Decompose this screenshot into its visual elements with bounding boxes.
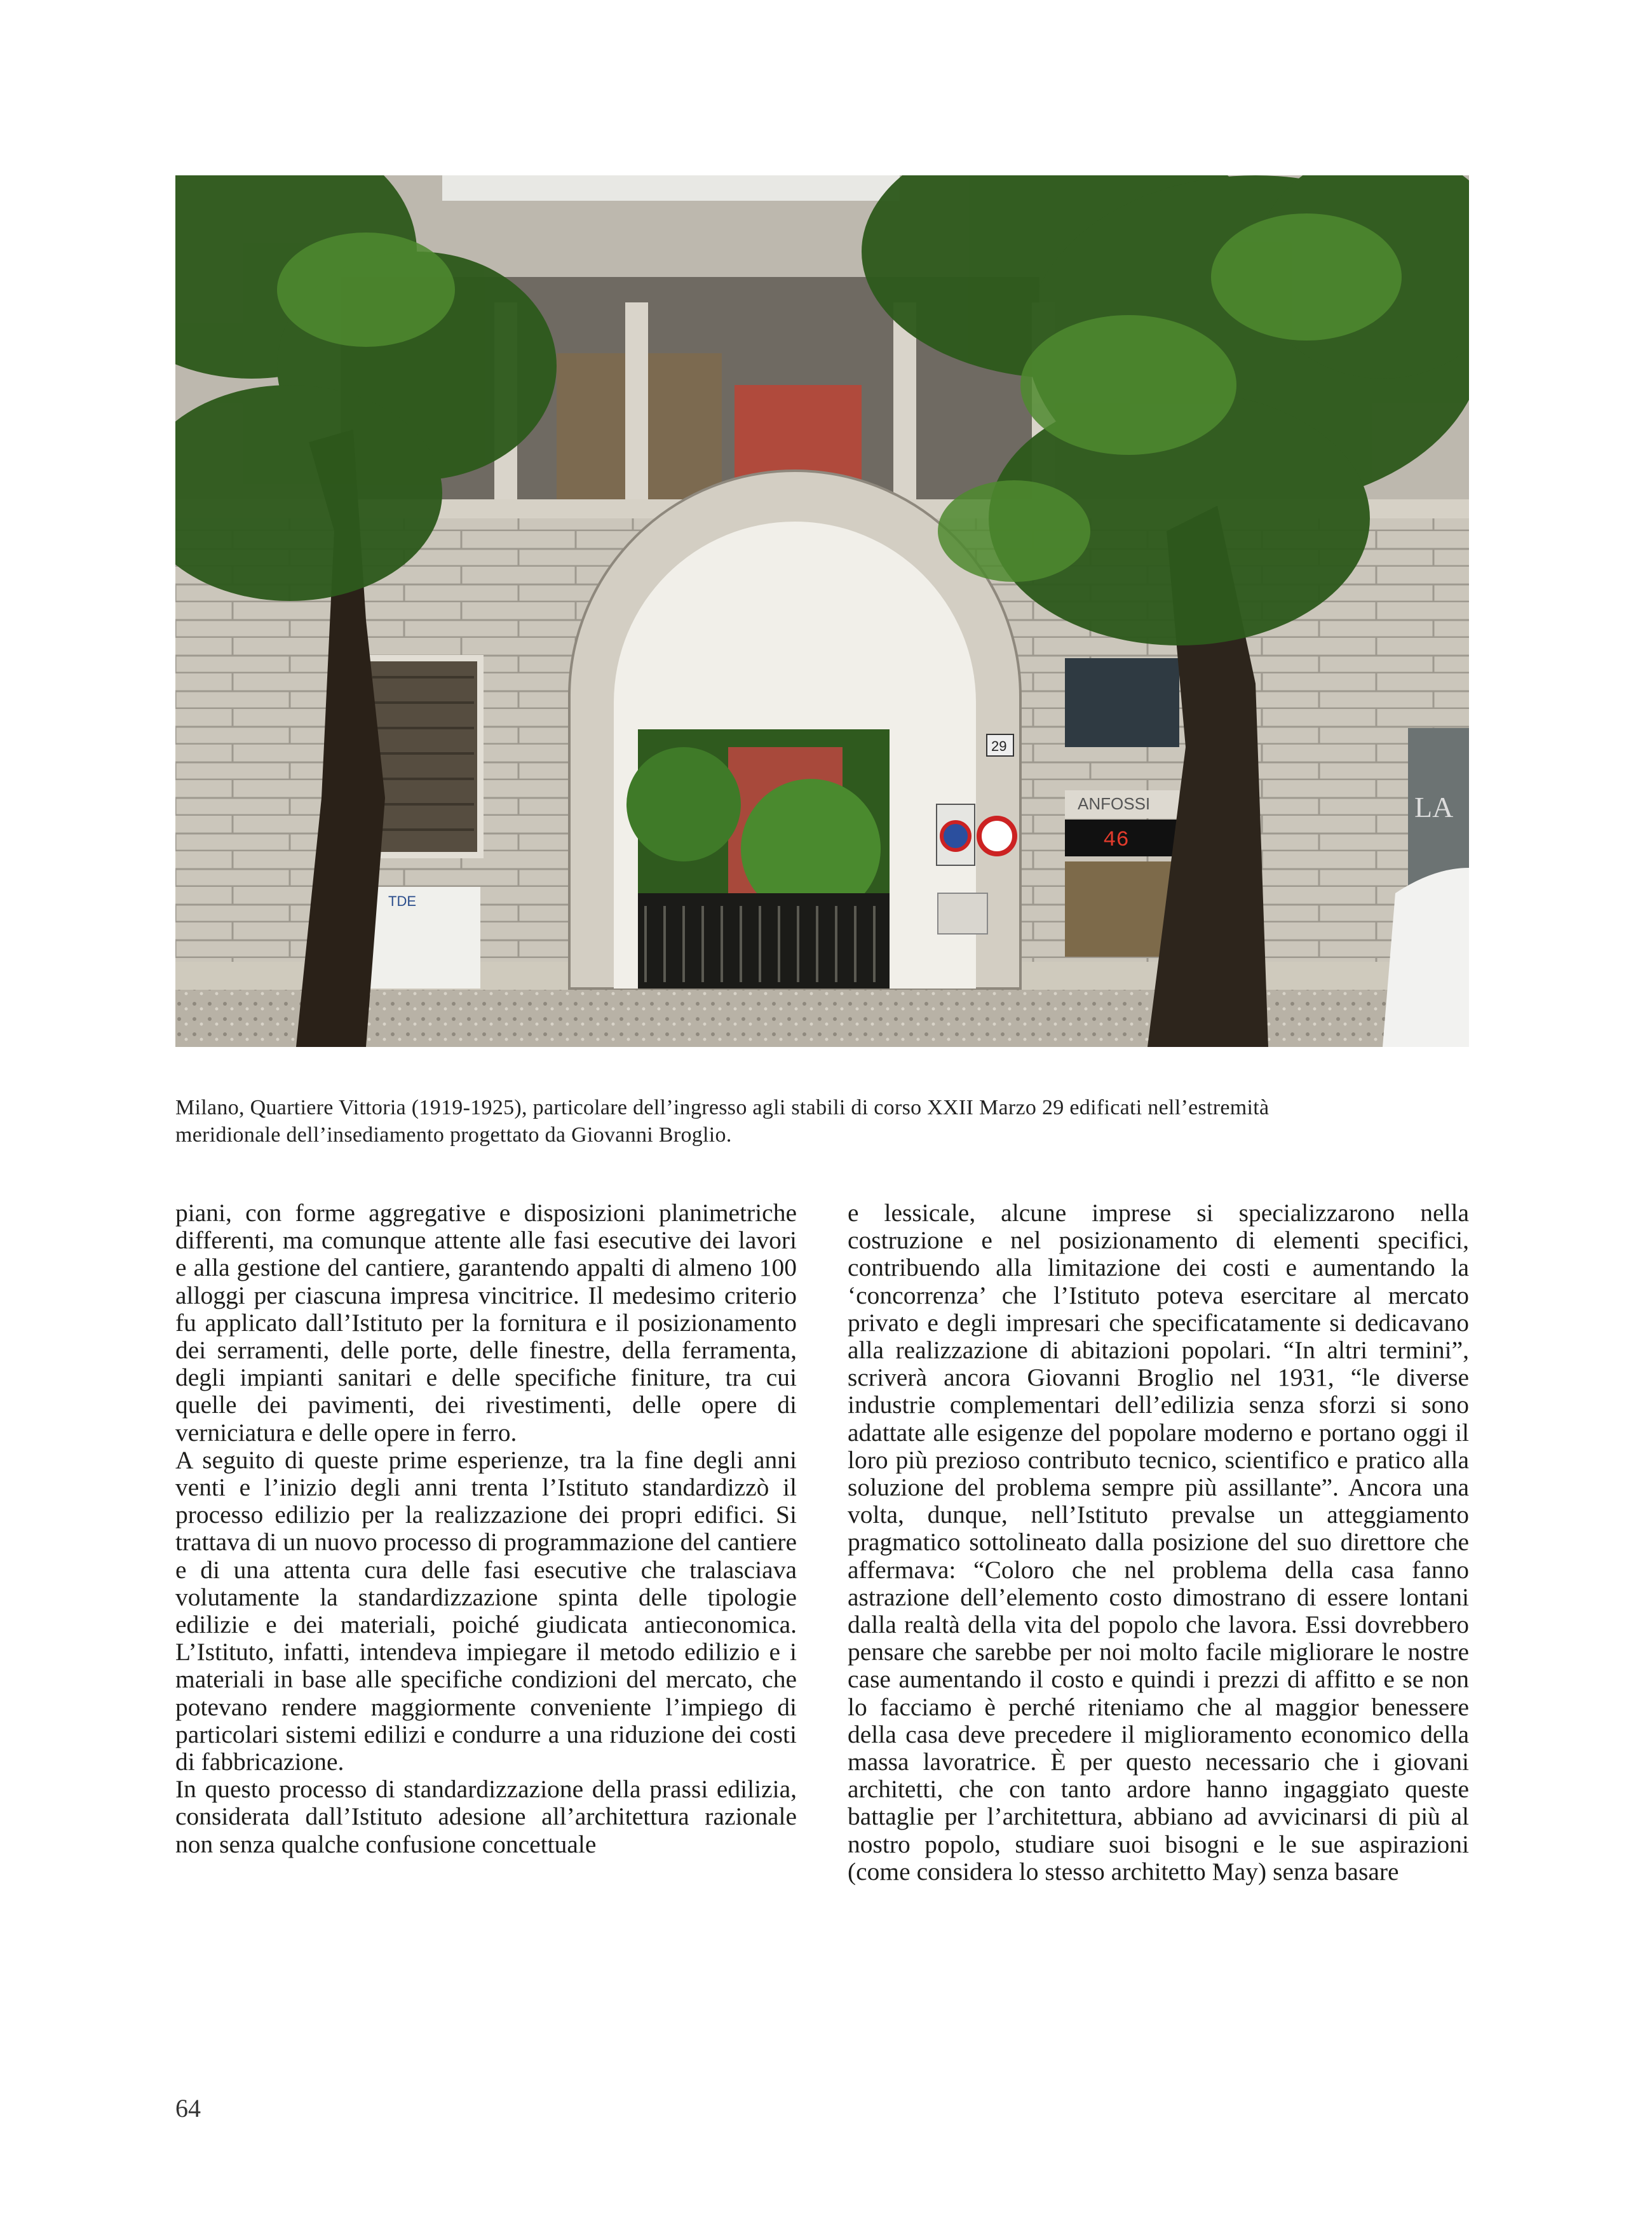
building-entrance-photo: [175, 175, 1469, 1047]
paragraph: A seguito di queste prime esperienze, tra la fine degli anni venti e l’inizio degli anni trenta l’Istituto standardizzò il processo edilizio per la realizzazione dei propri edifici. Si trattava di un nuovo processo di programmazione del cantiere e di una attenta cura delle fasi esecutive che tralasciava volutamente la standardizzazione spinta delle tipologie edilizie e dei materiali, poiché giudicata antieconomica. L’Istituto, infatti, intendeva impiegare il metodo edilizio e i materiali in base alle specifiche condizioni del mercato, che potevano rendere maggiormente conveniente l’impiego di particolari sistemi edilizi e condurre a una riduzione dei costi di fabbricazione.: [175, 1445, 797, 1776]
paragraph: e lessicale, alcune imprese si specializzarono nella costruzione e nel posizionamento di elementi specifici, contribuendo alla limitazione dei costi e aumentando la ‘concorrenza’ che l’Istituto poteva esercitare al mercato privato e degli impresari che specificatamente si dedicavano alla realizzazione di abitazioni popolari. “In altri termini”, scriverà ancora Giovanni Broglio nel 1931, “le diverse industrie complementari dell’edilizia senza sforzi si sono adattate alle esigenze del popolare moderno e portano oggi il loro più prezioso contributo tecnico, scientifico e pratico alla soluzione del problema sempre più assillante”. Ancora una volta, dunque, nell’Istituto prevalse un atteggiamento pragmatico sottolineato dalla posizione del suo direttore che affermava: “Coloro che nel problema della casa fanno astrazione dell’elemento costo dimostrano di essere lontani dalla realtà della vita del popolo che lavora. Essi dovrebbero pensare che sarebbe per noi molto facile migliorare le nostre case aumentando il costo e quindi i prezzi di affitto e se non lo facciamo è perché riteniamo che al maggior benessere della casa deve precedere il miglioramento economico della massa lavoratrice. È per questo necessario che i giovani architetti, che con tanto ardore hanno ingaggiato queste battaglie per l’architettura, abbiano ad avvicinarsi di più al nostro popolo, studiare suoi bisogni e le sue aspirazioni (come considera lo stesso architetto May) senza basare: [848, 1199, 1469, 1886]
intercom-panel: [938, 893, 987, 934]
shuttered-window: [366, 658, 480, 855]
page-number: 64: [175, 2094, 201, 2123]
text-column-right: [848, 1199, 1469, 1886]
shop-sign-right: LA: [1414, 791, 1454, 823]
loggia-column: [625, 302, 648, 518]
digital-display: 46: [1103, 828, 1129, 853]
caption-line-2: meridionale dell’insediamento progettato da Giovanni Broglio.: [175, 1123, 732, 1147]
shop-sign: ANFOSSI: [1078, 794, 1151, 813]
house-number-text: 29: [991, 738, 1007, 754]
text-column-left: [175, 1199, 797, 1858]
notice-board: [366, 887, 480, 989]
caption-line-1: Milano, Quartiere Vittoria (1919-1925), particolare dell’ingresso agli stabili di corso XXII Marzo 29 edificati nell’estremità: [175, 1096, 1269, 1119]
shop-window: [1065, 658, 1179, 747]
notice-board-label: TDE: [388, 893, 416, 909]
paragraph: In questo processo di standardizzazione della prassi edilizia, considerata dall’Istituto adesione all’architettura razionale non senza qualche confusione concettuale: [175, 1775, 797, 1858]
no-entry-sign: [979, 818, 1015, 854]
photo-drawing: [175, 175, 1469, 1047]
paragraph: piani, con forme aggregative e disposizioni planimetriche differenti, ma comunque attente alle fasi esecutive dei lavori e alla gestione del cantiere, garantendo appalti di almeno 100 alloggi per ciascuna impresa vincitrice. Il medesimo criterio fu applicato dall’Istituto per la fornitura e il posizionamento dei serramenti, delle porte, delle finestre, della ferramenta, degli impianti sanitari e delle specifiche finiture, tra cui quelle dei pavimenti, dei rivestimenti, delle opere di verniciatura e delle opere in ferro.: [175, 1199, 797, 1447]
parked-car: [1383, 868, 1469, 1047]
photo-caption: [175, 1094, 1469, 1149]
